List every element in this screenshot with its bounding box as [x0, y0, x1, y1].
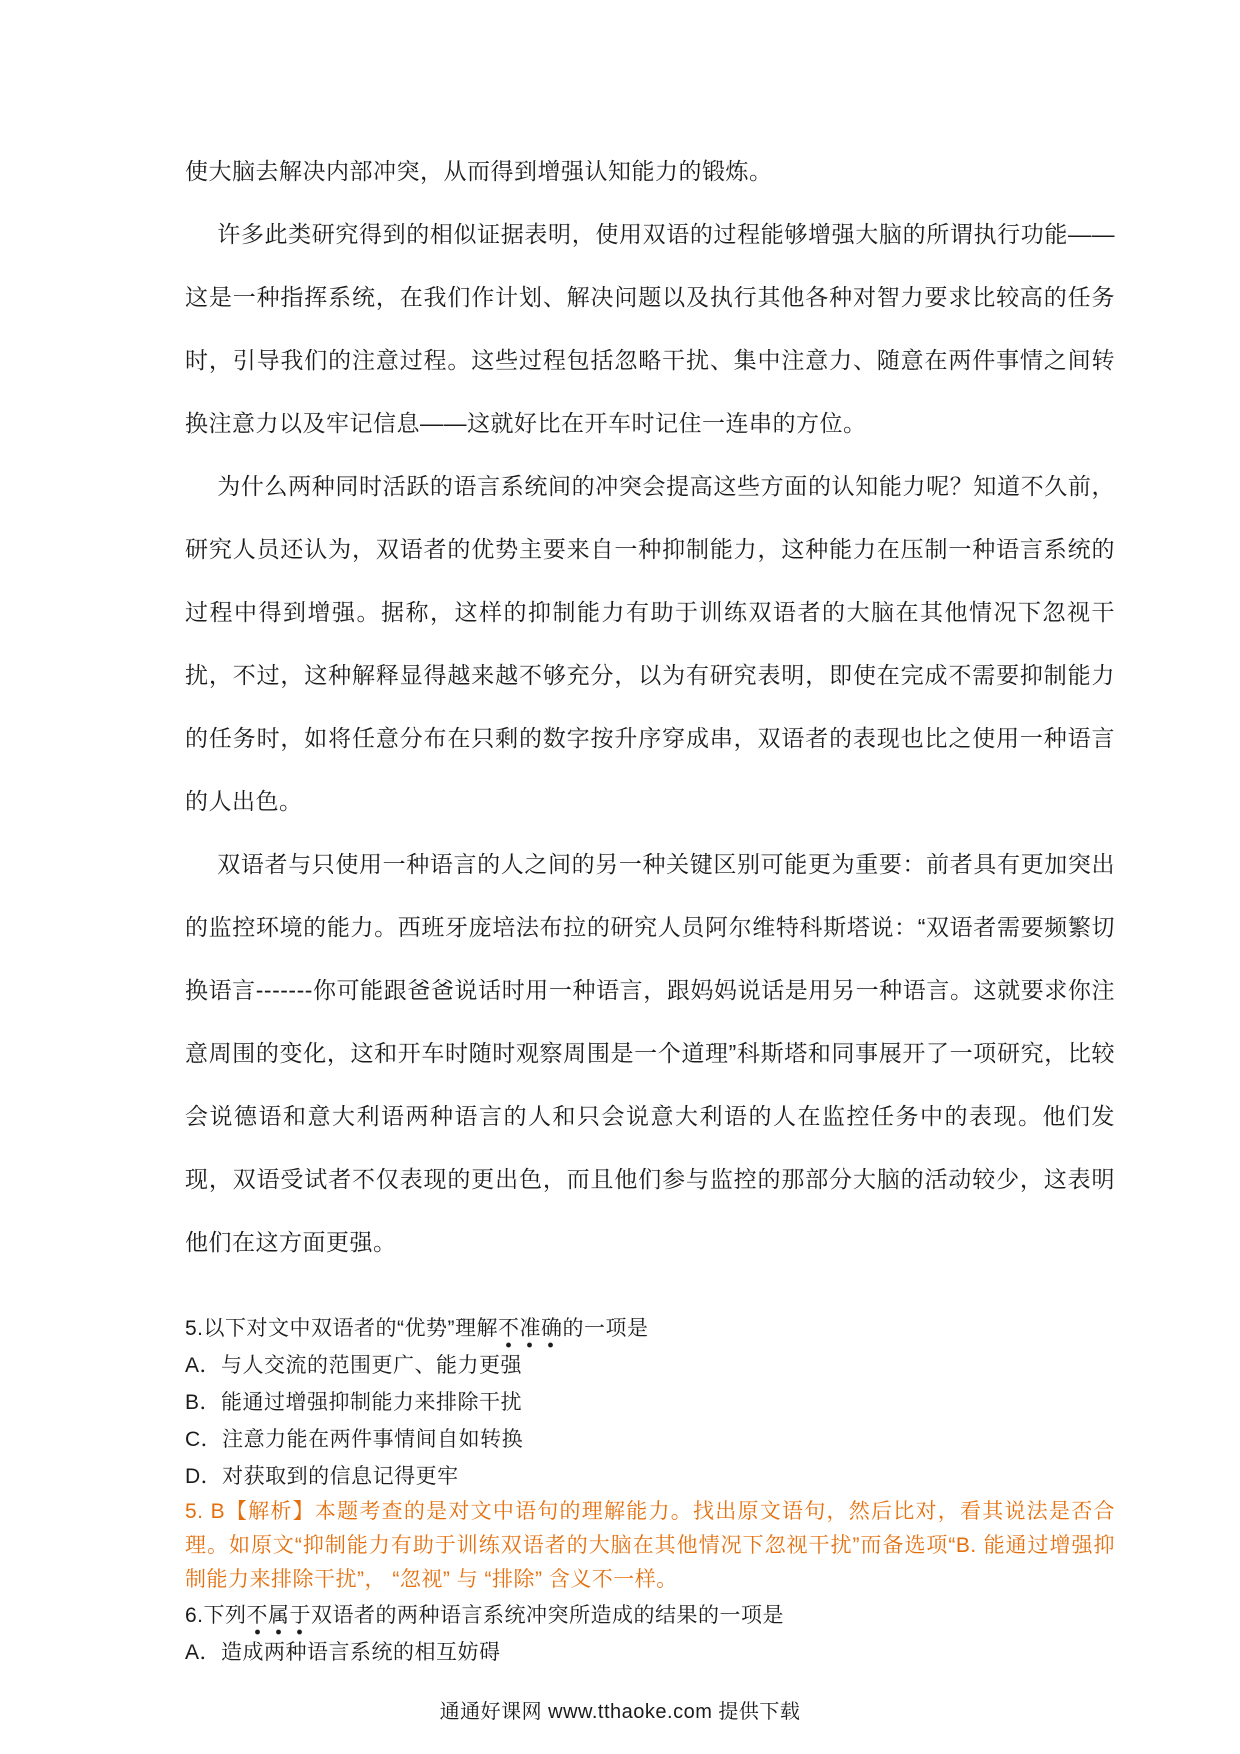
question-6-text-suffix: 双语者的两种语言系统冲突所造成的结果的一项是 [311, 1604, 785, 1627]
question-5-text: 5.以下对文中双语者的“优势”理解 [185, 1317, 498, 1340]
question-5-emphasis: 不准确 [498, 1317, 563, 1348]
question-5-option-d: D．对获取到的信息记得更牢 [185, 1465, 459, 1488]
footer-text: 通通好课网 www.tthaoke.com 提供下载 [439, 1701, 801, 1723]
question-5 [185, 1310, 1115, 1347]
question-answer-section [185, 1310, 1115, 1671]
answer-5-explanation: 5. B【解析】本题考查的是对文中语句的理解能力。找出原文语句，然后比对，看其说法是否合理。如原文“抑制能力有助于训练双语者的大脑在其他情况下忽视干扰”而备选项“B. 能通过增强抑制能力来排除干扰”， “忽视” 与 “排除” 含义不一样。 [185, 1500, 1115, 1591]
body-paragraph-1: 使大脑去解决内部冲突，从而得到增强认知能力的锻炼。 [185, 158, 773, 184]
question-5-option-a: A．与人交流的范围更广、能力更强 [185, 1354, 523, 1377]
question-6-emphasis: 不属于 [247, 1604, 312, 1635]
question-5-text-suffix: 的一项是 [562, 1317, 649, 1340]
body-paragraph-3: 为什么两种同时活跃的语言系统间的冲突会提高这些方面的认知能力呢？知道不久前，研究人员还认为，双语者的优势主要来自一种抑制能力，这种能力在压制一种语言系统的过程中得到增强。据称，这样的抑制能力有助于训练双语者的大脑在其他情况下忽视干扰，不过，这种解释显得越来越不够充分，以为有研究表明，即使在完成不需要抑制能力的任务时，如将任意分布在只剩的数字按升序穿成串，双语者的表现也比之使用一种语言的人出色。 [185, 473, 1115, 814]
question-6-option-a: A．造成两种语言系统的相互妨碍 [185, 1641, 501, 1664]
body-paragraph-2: 许多此类研究得到的相似证据表明，使用双语的过程能够增强大脑的所谓执行功能——这是一种指挥系统，在我们作计划、解决问题以及执行其他各种对智力要求比较高的任务时，引导我们的注意过程。这些过程包括忽略干扰、集中注意力、随意在两件事情之间转换注意力以及牢记信息——这就好比在开车时记住一连串的方位。 [185, 221, 1115, 436]
body-paragraph-4: 双语者与只使用一种语言的人之间的另一种关键区别可能更为重要：前者具有更加突出的监控环境的能力。西班牙庞培法布拉的研究人员阿尔维特科斯塔说：“双语者需要频繁切换语言-------你可能跟爸爸说话时用一种语言，跟妈妈说话是用另一种语言。这就要求你注意周围的变化，这和开车时随时观察周围是一个道理”科斯塔和同事展开了一项研究，比较会说德语和意大利语两种语言的人和只会说意大利语的人在监控任务中的表现。他们发现，双语受试者不仅表现的更出色，而且他们参与监控的那部分大脑的活动较少，这表明他们在这方面更强。 [185, 851, 1115, 1255]
question-6 [185, 1597, 1115, 1634]
question-5-option-b: B．能通过增强抑制能力来排除干扰 [185, 1391, 523, 1414]
question-5-option-c: C．注意力能在两件事情间自如转换 [185, 1428, 524, 1451]
question-6-text: 6.下列 [185, 1604, 247, 1627]
